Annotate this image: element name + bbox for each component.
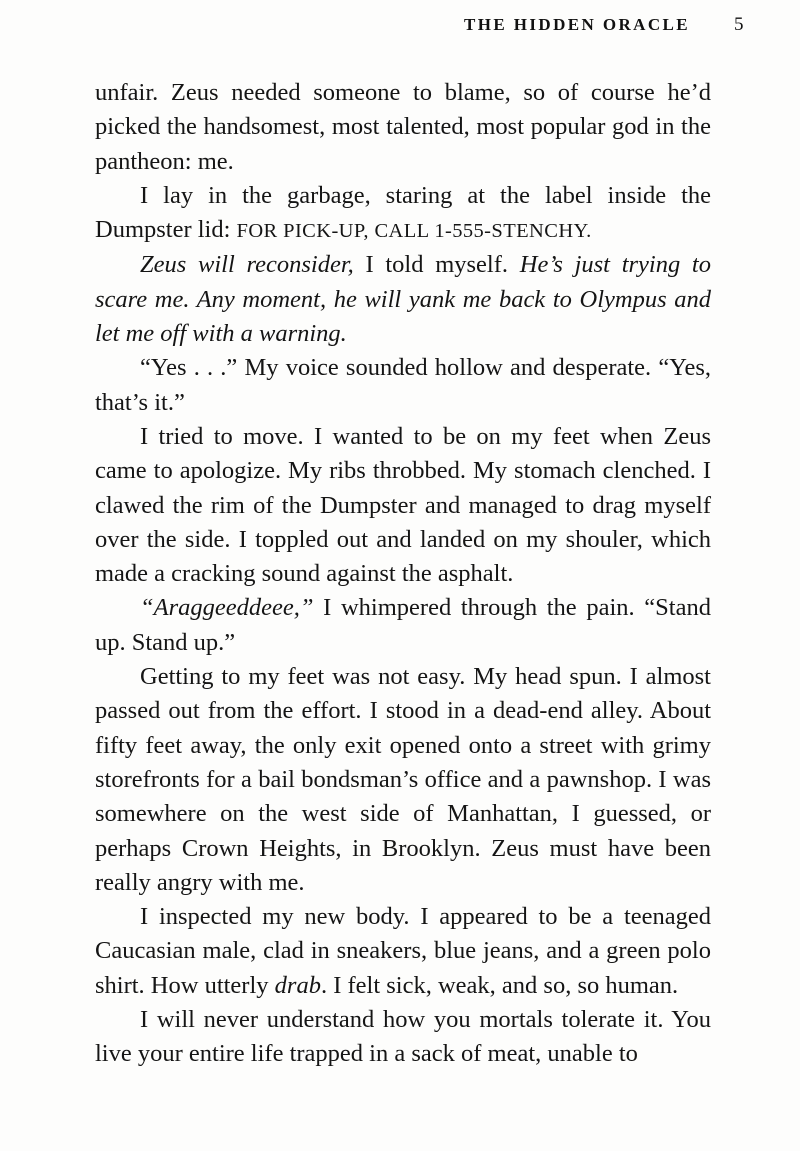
italic-emphasis-drab: drab [274,971,321,999]
paragraph: “Yes . . .” My voice sounded hollow and desperate. “Yes, that’s it.” [95,354,711,416]
paragraph-tail-text: I whimpered through the pain. “Stand up. Stand up.” [95,594,711,656]
paragraph-lead-text: I inspected my new body. I appeared to be a teenaged Caucasian male, clad in sneakers, blue jeans, and a green polo shirt. How utterly [95,903,711,999]
paragraph [95,591,711,660]
paragraph [95,179,711,249]
page-number: 5 [734,14,744,35]
paragraph: Getting to my feet was not easy. My head spun. I almost passed out from the effort. I stood in a dead-end alley. About fifty feet away, the only exit opened onto a street with grimy storefronts for a bail bondsman’s office and a pawnshop. I was somewhere on the west side of Manhattan, I guessed, or perhaps Crown Heights, in Brooklyn. Zeus must have been really angry with me. [95,663,711,896]
italic-thought-first: Zeus will reconsider, [140,251,354,279]
paragraph: I tried to move. I wanted to be on my feet when Zeus came to apologize. My ribs throbbed. My stomach clenched. I clawed the rim of the Dumpster and managed to drag myself over the side. I toppled out and landed on my shouler, which made a cracking sound against the asphalt. [95,422,711,588]
dumpster-label-smallcaps: FOR PICK-UP, CALL 1-555-STENCHY. [236,220,592,243]
paragraph: I will never understand how you mortals tolerate it. You live your entire life trapped in a sack of meat, unable to [95,1006,711,1068]
paragraph [95,900,711,1003]
book-title: THE HIDDEN ORACLE [464,15,690,34]
paragraph [95,248,711,351]
paragraph-lead-text: I lay in the garbage, staring at the label inside the Dumpster lid: [95,181,711,244]
roman-attribution: I told myself. [353,251,520,279]
italic-exclamation: “Araggeeddeee,” [140,594,314,622]
paragraph: unfair. Zeus needed someone to blame, so of course he’d picked the handsomest, most talented, most popular god in the pantheon: me. [95,79,711,175]
body-text-block [95,76,711,1072]
italic-thought-second: He’s just trying to scare me. Any moment, he will yank me back to Olympus and let me off with a warning. [95,251,711,348]
paragraph-tail-text: . I felt sick, weak, and so, so human. [320,971,679,999]
running-head [95,14,758,40]
